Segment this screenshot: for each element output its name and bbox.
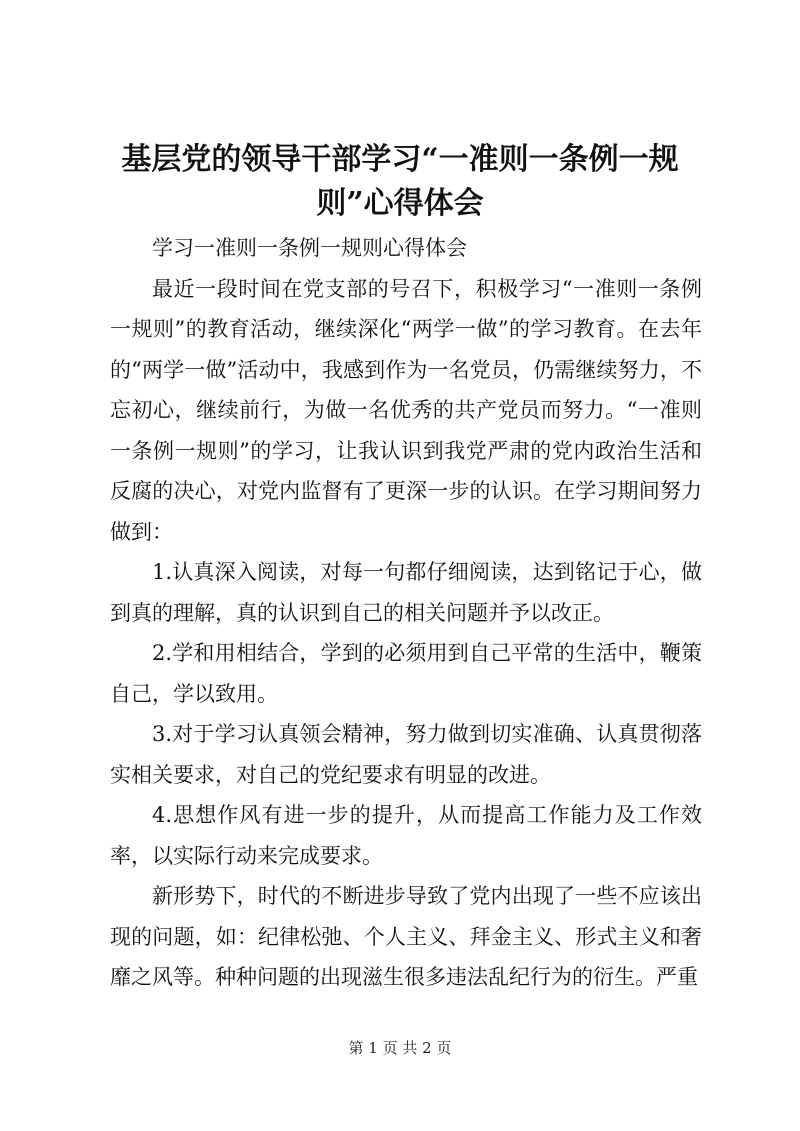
paragraph-new-situation: 新形势下，时代的不断进步导致了党内出现了一些不应该出现的问题，如：纪律松弛、个人主义、拜金主义、形式主义和奢靡之风等。种种问题的出现滋生很多违法乱纪行为的衍生。严重: [110, 884, 702, 989]
list-item-3: 3.对于学习认真领会精神，努力做到切实准确、认真贯彻落实相关要求，对自己的党纪要求有明显的改进。: [110, 722, 702, 787]
document-body: [110, 228, 702, 998]
document-title: 基层党的领导干部学习“一准则一条例一规则”心得体会: [121, 142, 679, 221]
list-item-4: 4.思想作风有进一步的提升，从而提高工作能力及工作效率，以实际行动来完成要求。: [110, 803, 702, 868]
paragraph-subtitle: 学习一准则一条例一规则心得体会: [152, 236, 467, 260]
list-item-1: 1.认真深入阅读，对每一句都仔细阅读，达到铭记于心，做到真的理解，真的认识到自己的相关问题并予以改正。: [110, 560, 702, 625]
list-item-2: 2.学和用相结合，学到的必须用到自己平常的生活中，鞭策自己，学以致用。: [110, 641, 702, 706]
paragraph-intro: 最近一段时间在党支部的号召下，积极学习“一准则一条例一规则”的教育活动，继续深化“两学一做”的学习教育。在去年的“两学一做”活动中，我感到作为一名党员，仍需继续努力，不忘初心，继续前行，为做一名优秀的共产党员而努力。“一准则一条例一规则”的学习，让我认识到我党严肃的党内政治生活和反腐的决心，对党内监督有了更深一步的认识。在学习期间努力做到：: [110, 276, 702, 544]
page-footer: 第 1 页 共 2 页: [348, 1039, 452, 1057]
